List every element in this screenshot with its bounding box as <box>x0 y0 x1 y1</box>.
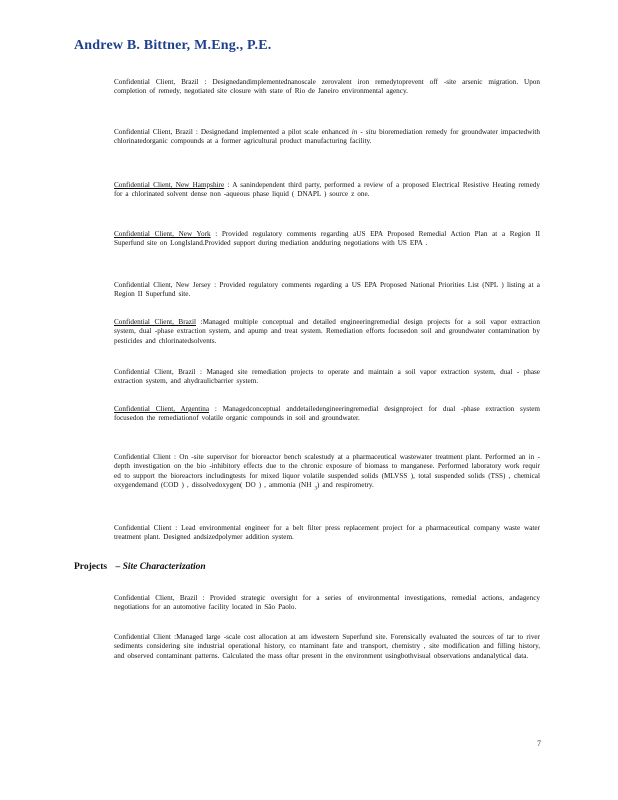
client-name: Confidential Client <box>114 453 171 461</box>
client-name: Confidential Client, Brazil <box>114 318 196 326</box>
project-item <box>114 318 540 346</box>
section-heading <box>74 562 206 572</box>
project-description: : Designedandimplementednanoscale zerovalent iron remedytoprevent off -site arsenic migration. Upon completion of remedy, negotiated site closure with state of Rio de Janeiro environmental agency. <box>114 78 540 96</box>
project-item <box>114 128 540 147</box>
project-item <box>114 405 540 424</box>
project-description: :Managed multiple conceptual and detailed engineeringremedial design projects for a soil vapor extraction system, dual -phase extraction system, and apump and treat system. Remediation efforts focusedon soil and groundwater contamination by pesticides and chlorinatedsolvents. <box>114 318 540 345</box>
client-name: Confidential Client, Brazil <box>114 594 198 602</box>
client-name: Confidential Client, Brazil <box>114 78 199 86</box>
project-description: : Provided strategic oversight for a series of environmental investigations, remedial actions, andagency negotiations for an automotive facility located in São Paolo. <box>114 594 540 612</box>
project-item <box>114 181 540 200</box>
project-description: : Provided regulatory comments regarding a US EPA Proposed National Priorities List (NPL ) listing at a Region II Superfund site. <box>114 281 540 299</box>
section-label: Projects <box>74 562 108 572</box>
client-name: Confidential Client <box>114 633 171 641</box>
project-item <box>114 524 540 543</box>
project-item <box>114 453 540 494</box>
client-name: Confidential Client, New Hampshire <box>114 181 225 189</box>
italic-term: in - situ <box>351 128 377 136</box>
project-description: : Managed site remediation projects to operate and maintain a soil vapor extraction system, dual - phase extraction system, and ahydraulicbarrier system. <box>114 368 540 386</box>
project-item <box>114 78 540 97</box>
project-item <box>114 594 540 613</box>
page-number: 7 <box>537 739 541 748</box>
project-description: : A sanindependent third party, performed a review of a proposed Electrical Resistive Heating remedy for a chlorinated solvent dense non -aqueous phase liquid ( DNAPL ) source z one. <box>114 181 540 199</box>
project-item <box>114 230 540 249</box>
project-description: : On -site supervisor for bioreactor bench scalestudy at a pharmaceutical wastewater treatment plant. Performed an in - depth investigation on the bio -inhibitory effects due to the chronic exposure of biomass to manganese. Performed laboratory work requir ed to support the bioreactors includingtests for mixed liquor volatile suspended solids (MLVSS ), total suspended solids (TSS) , chemical oxygendemand (COD ) , dissolvedoxygen( DO ) , ammonia (NH <box>114 453 541 490</box>
resume-header-name: Andrew B. Bittner, M.Eng., P.E. <box>74 38 272 53</box>
project-description-cont: ) and respirometry. <box>316 481 374 490</box>
client-name: Confidential Client, Brazil <box>114 128 193 136</box>
client-name: Confidential Client, New Jersey <box>114 281 211 289</box>
project-item <box>114 368 540 387</box>
subscript: 3 <box>314 486 317 492</box>
project-item <box>114 633 540 661</box>
client-name: Confidential Client, Argentina <box>114 405 210 413</box>
section-dash: – <box>115 562 121 572</box>
section-title: Site Characterization <box>122 562 206 572</box>
project-description: : Lead environmental engineer for a belt filter press replacement project for a pharmaceutical company waste water treatment plant. Designed andsizedpolymer addition system. <box>114 524 540 542</box>
client-name: Confidential Client <box>114 524 172 532</box>
project-description: :Managed large -scale cost allocation at am idwestern Superfund site. Forensically evaluated the sources of tar to river sediments considering site industrial operational history, co ntaminant fate and transport, chemistry , site modification and filling history, and observed contaminant patterns. Calculated the mass oftar present in the environment usingbothvisual observations andanalytical data. <box>114 633 540 660</box>
project-description-cont: bioremediation remedy for groundwater impactedwith chlorinatedorganic compounds at a former agricultural product manufacturing facility. <box>114 128 540 146</box>
project-description: : Managedconceptual anddetailedengineeringremedial designproject for dual -phase extraction system focusedon the remediationof volatile organic compounds in soil and groundwater. <box>114 405 540 423</box>
project-description: : Designedand implemented a pilot scale enhanced <box>192 128 352 136</box>
client-name: Confidential Client, New York <box>114 230 211 238</box>
project-item <box>114 281 540 300</box>
project-description: : Provided regulatory comments regarding aUS EPA Proposed Remedial Action Plan at a Region II Superfund site on LongIsland.Provided support during mediation andduring negotiations with US EPA . <box>114 230 540 248</box>
client-name: Confidential Client, Brazil <box>114 368 196 376</box>
